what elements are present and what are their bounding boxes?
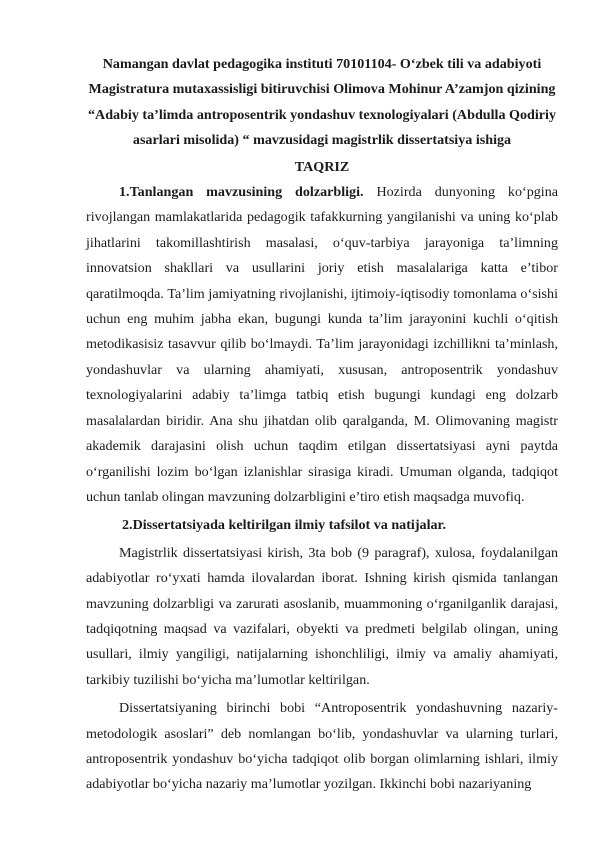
section-2-paragraph-2: Dissertatsiyaning birinchi bobi “Antroposentrik yondashuvning nazariy-metodologik asoslari” deb nomlangan bo‘lib, yondashuvlar va ularning turlari, antroposentrik yondashuv bo‘yicha tadqiqot olib borgan olimlarning ishlari, ilmiy adabiyotlar bo‘yicha nazariy ma’lumotlar yozilgan. Ikkinchi bobi nazariyaning: [86, 700, 558, 793]
section-1-paragraph: [86, 180, 558, 510]
section-1-text: Hozirda dunyoning ko‘pgina rivojlangan mamlakatlarida pedagogik tafakkurning yangilanishi va uning ko‘plab jihatlarini takomillashtirish masalasi, o‘quv-tarbiya jarayoniga ta’limning innovatsion shakllari va usullarini joriy etish masalalariga katta e’tibor qaratilmoqda. Ta’lim jamiyatning rivojlanishi, ijtimoiy-iqtisodiy tomonlama o‘sishi uchun eng muhim jabha ekan, bugungi kunda ta’lim jarayonini kuchli o‘qitish metodikasisiz tasavvur qilib bo‘lmaydi. Ta’lim jarayonidagi izchillikni ta’minlash, yondashuvlar va ularning ahamiyati, xususan, antroposentrik yondashuv texnologiyalarini adabiy ta’limga tatbiq etish bugungi kundagi eng dolzarb masalalardan biridir. Ana shu jihatdan olib qaralganda, M. Olimovaning magistr akademik darajasini olish uchun taqdim etilgan dissertatsiyasi ayni paytda o‘rganilishi lozim bo‘lgan izlanishlar sirasiga kiradi. Umuman olganda, tadqiqot uchun tanlab olingan mavzuning dolzarbligini e’tiro etish maqsadga muvofiq.: [86, 184, 559, 505]
document-header: Namangan davlat pedagogika instituti 70101104- O‘zbek tili va adabiyoti Magistratura mutaxassisligi bitiruvchisi Olimova Mohinur A’zamjon qizining “Adabiy ta’limda antroposentrik yondashuv texnologiyalari (Abdulla Qodiriy asarlari misolida) “ mavzusidagi magistrlik dissertatsiya ishiga: [87, 56, 557, 149]
section-2-heading: 2.Dissertatsiyada keltirilgan ilmiy tafsilot va natijalar.: [122, 517, 447, 534]
document-page: [86, 52, 558, 798]
document-title: TAQRIZ: [294, 158, 350, 175]
section-1-heading: 1.Tanlangan mavzusining dolzarbligi.: [119, 184, 364, 201]
section-2-paragraph-1: Magistrlik dissertatsiyasi kirish, 3ta bob (9 paragraf), xulosa, foydalanilgan adabiyotlar ro‘yxati hamda ilovalardan iborat. Ishning kirish qismida tanlangan mavzuning dolzarbligi va zarurati asoslanib, muammoning o‘rganilganlik darajasi, tadqiqotning maqsad va vazifalari, obyekti va predmeti belgilab olingan, uning usullari, ilmiy yangiligi, natijalarning ishonchliligi, ilmiy va amaliy ahamiyati, tarkibiy tuzilishi bo‘yicha ma’lumotlar keltirilgan.: [86, 544, 558, 688]
